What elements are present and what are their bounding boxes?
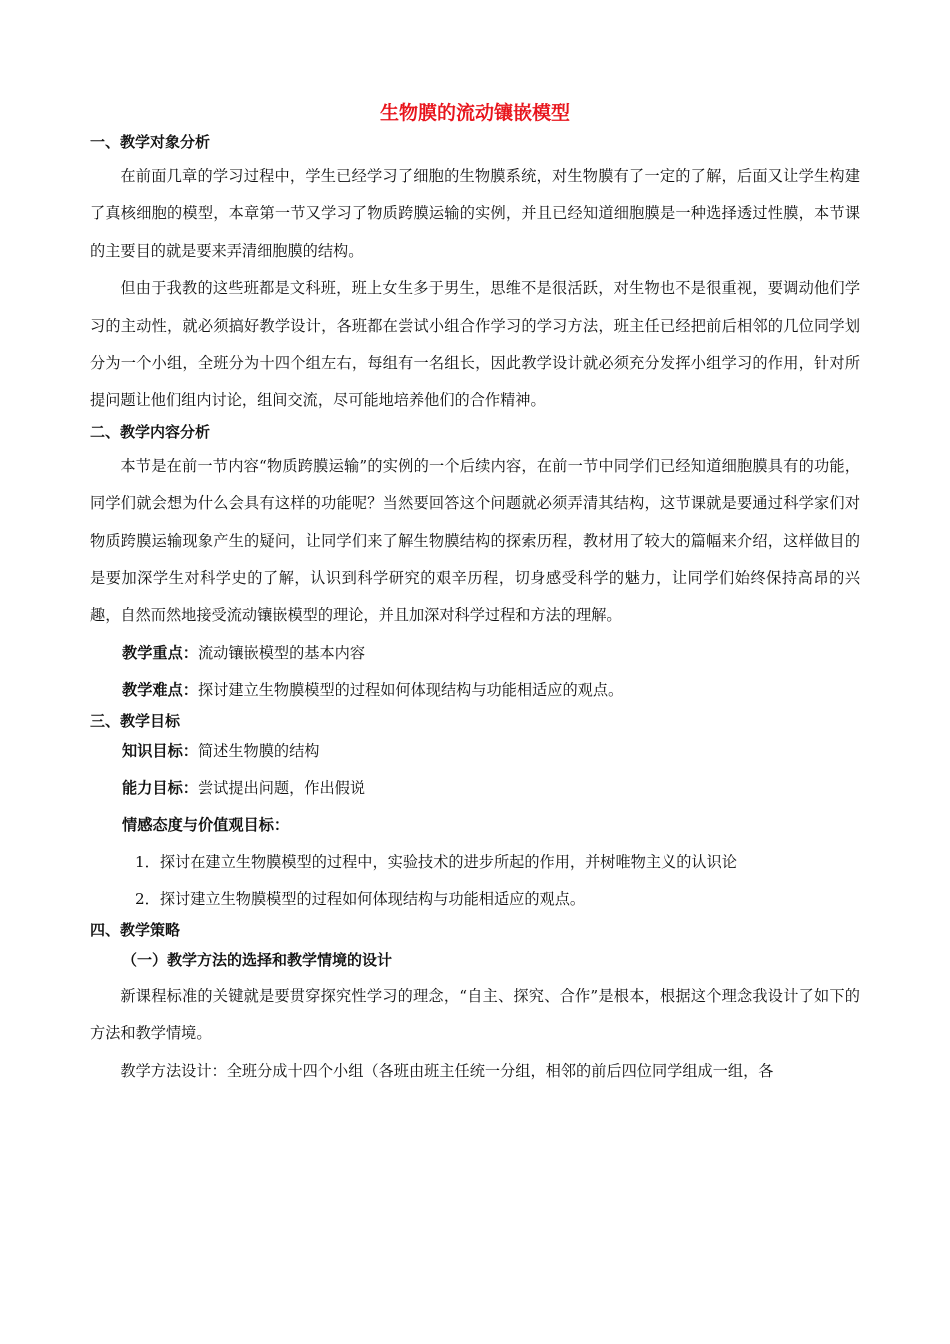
section-heading-teaching-object: 一、教学对象分析	[90, 133, 211, 151]
paragraph: 但由于我教的这些班都是文科班，班上女生多于男生，思维不是很活跃，对生物也不是很重视，要调动他们学习的主动性，就必须搞好教学设计，各班都在尝试小组合作学习的学习方法，班主任已经把前后相邻的几位同学划分为一个小组，全班分为十四个组左右，每组有一名组长，因此教学设计就必须充分发挥小组学习的作用，针对所提问题让他们组内讨论，组间交流，尽可能地培养他们的合作精神。	[90, 279, 860, 410]
difficulty-label: 教学难点：	[122, 680, 198, 699]
subsection-heading: （一）教学方法的选择和教学情境的设计	[122, 950, 393, 969]
section-heading-teaching-content: 二、教学内容分析	[90, 422, 211, 441]
emotion-goal-label: 情感态度与价值观目标：	[122, 815, 290, 834]
document-body	[90, 130, 860, 1090]
paragraph: 在前面几章的学习过程中，学生已经学习了细胞的生物膜系统，对生物膜有了一定的了解，后面又让学生构建了真核细胞的模型，本章第一节又学习了物质跨膜运输的实例，并且已经知道细胞膜是一种选择透过性膜，本节课的主要目的就是要来弄清细胞膜的结构。	[90, 167, 860, 260]
paragraph: 本节是在前一节内容“物质跨膜运输”的实例的一个后续内容，在前一节中同学们已经知道细胞膜具有的功能，同学们就会想为什么会具有这样的功能呢？当然要回答这个问题就必须弄清其结构，这节课就是要通过科学家们对物质跨膜运输现象产生的疑问，让同学们来了解生物膜结构的探索历程，教材用了较大的篇幅来介绍，这样做目的是要加深学生对科学史的了解，认识到科学研究的艰辛历程，切身感受科学的魅力，让同学们始终保持高昂的兴趣，自然而然地接受流动镶嵌模型的理论，并且加深对科学过程和方法的理解。	[90, 456, 860, 625]
key-point-label: 教学重点：	[122, 643, 198, 662]
difficulty-text: 探讨建立生物膜模型的过程如何体现结构与功能相适应的观点。	[197, 680, 624, 699]
ability-goal-label: 能力目标：	[122, 778, 198, 797]
key-point-text: 流动镶嵌模型的基本内容	[197, 643, 365, 662]
knowledge-goal-line	[90, 733, 860, 770]
emotion-goal-line	[90, 807, 860, 844]
section-heading-teaching-strategy: 四、教学策略	[90, 920, 181, 939]
paragraph: 新课程标准的关键就是要贯穿探究性学习的理念，“自主、探究、合作”是根本，根据这个理念我设计了如下的方法和教学情境。	[90, 986, 860, 1043]
knowledge-goal-label: 知识目标：	[122, 741, 198, 760]
knowledge-goal-text: 简述生物膜的结构	[197, 741, 320, 760]
key-point-line	[90, 635, 860, 672]
document-title: 生物膜的流动镶嵌模型	[379, 102, 570, 124]
paragraph: 教学方法设计：全班分成十四个小组（各班由班主任统一分组，相邻的前后四位同学组成一组，各	[120, 1061, 774, 1080]
section-heading-teaching-goals: 三、教学目标	[90, 711, 181, 730]
difficulty-line	[90, 672, 860, 709]
list-item: 2．探讨建立生物膜模型的过程如何体现结构与功能相适应的观点。	[135, 889, 586, 908]
ability-goal-line	[90, 770, 860, 807]
list-item: 1．探讨在建立生物膜模型的过程中，实验技术的进步所起的作用，并树唯物主义的认识论	[135, 852, 737, 871]
ability-goal-text: 尝试提出问题，作出假说	[197, 778, 365, 797]
